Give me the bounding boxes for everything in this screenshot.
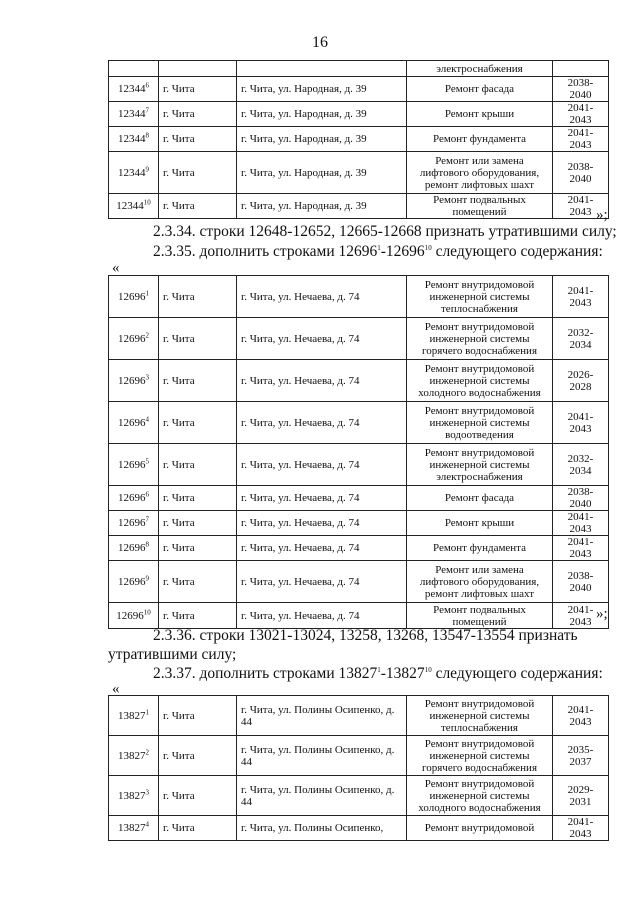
table-row bbox=[109, 127, 609, 152]
row-number-superscript: 10 bbox=[143, 198, 151, 207]
row-number-cell bbox=[109, 561, 159, 603]
row-number: 12696 bbox=[118, 290, 146, 303]
row-number-cell bbox=[109, 276, 159, 318]
table-row bbox=[109, 511, 609, 536]
row-number-cell bbox=[109, 360, 159, 402]
period-cell: 2041-2043 bbox=[553, 276, 609, 318]
row-number-cell bbox=[109, 603, 159, 629]
period-cell: 2041-2043 bbox=[553, 816, 609, 841]
work-type-cell: Ремонт внутридомовой инженерной системы теплоснабжения bbox=[407, 696, 553, 736]
work-type-cell: Ремонт крыши bbox=[407, 102, 553, 127]
row-number: 12344 bbox=[118, 133, 146, 145]
address-cell: г. Чита, ул. Полины Осипенко, д. 44 bbox=[237, 696, 407, 736]
table-row bbox=[109, 816, 609, 841]
work-type-cell: Ремонт фасада bbox=[407, 77, 553, 102]
row-number: 12696 bbox=[118, 517, 146, 529]
period-cell: 2032-2034 bbox=[553, 444, 609, 486]
row-number-cell bbox=[109, 152, 159, 194]
row-number: 12696 bbox=[118, 458, 146, 471]
work-type-cell: Ремонт или замена лифтового оборудования, ремонт лифтовых шахт bbox=[407, 152, 553, 194]
work-type-cell: Ремонт внутридомовой инженерной системы горячего водоснабжения bbox=[407, 736, 553, 776]
period-cell: 2038-2040 bbox=[553, 152, 609, 194]
table-12696 bbox=[108, 275, 609, 629]
address-cell: г. Чита, ул. Нечаева, д. 74 bbox=[237, 276, 407, 318]
table-row bbox=[109, 444, 609, 486]
address-cell: г. Чита, ул. Нечаева, д. 74 bbox=[237, 360, 407, 402]
address-cell: г. Чита, ул. Нечаева, д. 74 bbox=[237, 486, 407, 511]
work-type-cell: Ремонт внутридомовой инженерной системы теплоснабжения bbox=[407, 276, 553, 318]
quote-open: « bbox=[112, 260, 120, 276]
address-cell: г. Чита, ул. Нечаева, д. 74 bbox=[237, 536, 407, 561]
row-number: 12696 bbox=[118, 542, 146, 554]
period-cell: 2038-2040 bbox=[553, 561, 609, 603]
row-number: 12696 bbox=[118, 575, 146, 588]
row-number-cell bbox=[109, 77, 159, 102]
work-type-cell: Ремонт подвальных помещений bbox=[407, 603, 553, 629]
row-number: 13827 bbox=[118, 749, 146, 762]
row-number: 12696 bbox=[118, 332, 146, 345]
city-cell: г. Чита bbox=[159, 318, 237, 360]
city-cell: г. Чита bbox=[159, 696, 237, 736]
table-row bbox=[109, 696, 609, 736]
row-number-cell bbox=[109, 736, 159, 776]
city-cell: г. Чита bbox=[159, 102, 237, 127]
row-number: 12344 bbox=[116, 200, 144, 212]
row-number-superscript: 6 bbox=[145, 81, 149, 90]
city-cell bbox=[159, 61, 237, 77]
text: -13827 bbox=[380, 665, 425, 682]
city-cell: г. Чита bbox=[159, 511, 237, 536]
city-cell: г. Чита bbox=[159, 194, 237, 219]
row-number-cell bbox=[109, 696, 159, 736]
row-number-cell bbox=[109, 776, 159, 816]
address-cell: г. Чита, ул. Полины Осипенко, д. 44 bbox=[237, 776, 407, 816]
table-row bbox=[109, 360, 609, 402]
row-number-cell bbox=[109, 102, 159, 127]
table-closer: »; bbox=[596, 207, 608, 223]
row-number-cell bbox=[109, 127, 159, 152]
address-cell: г. Чита, ул. Нечаева, д. 74 bbox=[237, 511, 407, 536]
city-cell: г. Чита bbox=[159, 536, 237, 561]
row-number-superscript: 4 bbox=[145, 414, 149, 423]
row-number: 12344 bbox=[118, 83, 146, 95]
work-type-cell: Ремонт фундамента bbox=[407, 127, 553, 152]
table-12344 bbox=[108, 60, 609, 219]
row-number-superscript: 10 bbox=[143, 607, 151, 616]
work-type-cell: Ремонт фундамента bbox=[407, 536, 553, 561]
address-cell: г. Чита, ул. Народная, д. 39 bbox=[237, 102, 407, 127]
table-row bbox=[109, 402, 609, 444]
table-row bbox=[109, 276, 609, 318]
table-body bbox=[109, 61, 609, 219]
table-row bbox=[109, 536, 609, 561]
city-cell: г. Чита bbox=[159, 603, 237, 629]
superscript: 1 bbox=[377, 243, 381, 252]
table-row bbox=[109, 736, 609, 776]
table-body bbox=[109, 276, 609, 629]
row-number-cell bbox=[109, 486, 159, 511]
row-number-superscript: 7 bbox=[145, 515, 149, 524]
text: следующего содержания: bbox=[431, 243, 603, 260]
superscript: 10 bbox=[424, 243, 432, 252]
address-cell: г. Чита, ул. Нечаева, д. 74 bbox=[237, 318, 407, 360]
superscript: 10 bbox=[424, 665, 432, 674]
text: следующего содержания: bbox=[431, 665, 603, 682]
city-cell: г. Чита bbox=[159, 736, 237, 776]
row-number: 13827 bbox=[118, 709, 146, 722]
work-type-cell: Ремонт фасада bbox=[407, 486, 553, 511]
row-number-cell bbox=[109, 444, 159, 486]
address-cell: г. Чита, ул. Нечаева, д. 74 bbox=[237, 444, 407, 486]
row-number-superscript: 6 bbox=[145, 490, 149, 499]
city-cell: г. Чита bbox=[159, 776, 237, 816]
city-cell: г. Чита bbox=[159, 444, 237, 486]
row-number: 13827 bbox=[118, 789, 146, 802]
period-cell: 2032-2034 bbox=[553, 318, 609, 360]
table-row bbox=[109, 152, 609, 194]
table-row bbox=[109, 194, 609, 219]
period-cell: 2041-2043 bbox=[553, 603, 609, 629]
period-cell: 2041-2043 bbox=[553, 127, 609, 152]
period-cell: 2029-2031 bbox=[553, 776, 609, 816]
table-row bbox=[109, 77, 609, 102]
city-cell: г. Чита bbox=[159, 360, 237, 402]
page-number: 16 bbox=[312, 34, 328, 51]
period-cell: 2041-2043 bbox=[553, 511, 609, 536]
city-cell: г. Чита bbox=[159, 127, 237, 152]
row-number-superscript: 5 bbox=[145, 456, 149, 465]
paragraph-2-3-36-cont: утратившими силу; bbox=[108, 646, 237, 663]
period-cell: 2041-2043 bbox=[553, 194, 609, 219]
address-cell bbox=[237, 61, 407, 77]
work-type-cell: Ремонт внутридомовой инженерной системы холодного водоснабжения bbox=[407, 776, 553, 816]
table-row bbox=[109, 603, 609, 629]
city-cell: г. Чита bbox=[159, 276, 237, 318]
row-number-cell bbox=[109, 194, 159, 219]
work-type-cell: Ремонт крыши bbox=[407, 511, 553, 536]
city-cell: г. Чита bbox=[159, 77, 237, 102]
row-number: 12344 bbox=[118, 166, 146, 179]
address-cell: г. Чита, ул. Народная, д. 39 bbox=[237, 152, 407, 194]
paragraph-2-3-34: 2.3.34. строки 12648-12652, 12665-12668 признать утратившими силу; bbox=[153, 223, 617, 240]
paragraph-2-3-36: 2.3.36. строки 13021-13024, 13258, 13268, 13547-13554 признать bbox=[153, 627, 578, 644]
address-cell: г. Чита, ул. Полины Осипенко, д. 44 bbox=[237, 736, 407, 776]
row-number-superscript: 1 bbox=[145, 288, 149, 297]
row-number-superscript: 9 bbox=[145, 164, 149, 173]
quote-open: « bbox=[112, 681, 120, 697]
city-cell: г. Чита bbox=[159, 486, 237, 511]
table-row bbox=[109, 486, 609, 511]
row-number: 12696 bbox=[118, 374, 146, 387]
row-number: 13827 bbox=[118, 822, 146, 834]
table-closer: »; bbox=[596, 606, 608, 622]
row-number-superscript: 8 bbox=[145, 540, 149, 549]
row-number-superscript: 8 bbox=[145, 131, 149, 140]
text: 2.3.35. дополнить строками 12696 bbox=[153, 243, 378, 260]
table-body bbox=[109, 696, 609, 841]
superscript: 1 bbox=[377, 665, 381, 674]
work-type-cell: Ремонт внутридомовой инженерной системы водоотведения bbox=[407, 402, 553, 444]
city-cell: г. Чита bbox=[159, 561, 237, 603]
table-row bbox=[109, 61, 609, 77]
text: -12696 bbox=[380, 243, 425, 260]
address-cell: г. Чита, ул. Народная, д. 39 bbox=[237, 77, 407, 102]
city-cell: г. Чита bbox=[159, 816, 237, 841]
period-cell: 2041-2043 bbox=[553, 402, 609, 444]
row-number-superscript: 2 bbox=[145, 747, 149, 756]
row-number: 12696 bbox=[118, 416, 146, 429]
paragraph-2-3-37 bbox=[153, 664, 603, 683]
city-cell: г. Чита bbox=[159, 152, 237, 194]
work-type-cell: электроснабжения bbox=[407, 61, 553, 77]
period-cell: 2038-2040 bbox=[553, 77, 609, 102]
period-cell: 2026-2028 bbox=[553, 360, 609, 402]
address-cell: г. Чита, ул. Полины Осипенко, bbox=[237, 816, 407, 841]
period-cell: 2035-2037 bbox=[553, 736, 609, 776]
row-number-cell bbox=[109, 816, 159, 841]
row-number-cell bbox=[109, 511, 159, 536]
work-type-cell: Ремонт внутридомовой инженерной системы горячего водоснабжения bbox=[407, 318, 553, 360]
period-cell: 2041-2043 bbox=[553, 696, 609, 736]
period-cell: 2041-2043 bbox=[553, 102, 609, 127]
city-cell: г. Чита bbox=[159, 402, 237, 444]
row-number-cell bbox=[109, 318, 159, 360]
address-cell: г. Чита, ул. Нечаева, д. 74 bbox=[237, 402, 407, 444]
table-row bbox=[109, 318, 609, 360]
row-number-cell bbox=[109, 61, 159, 77]
row-number-superscript: 7 bbox=[145, 106, 149, 115]
text: 2.3.37. дополнить строками 13827 bbox=[153, 665, 378, 682]
row-number-cell bbox=[109, 536, 159, 561]
row-number: 12696 bbox=[116, 609, 144, 622]
work-type-cell: Ремонт внутридомовой bbox=[407, 816, 553, 841]
row-number: 12696 bbox=[118, 492, 146, 504]
address-cell: г. Чита, ул. Нечаева, д. 74 bbox=[237, 603, 407, 629]
row-number-superscript: 9 bbox=[145, 573, 149, 582]
row-number: 12344 bbox=[118, 108, 146, 120]
row-number-cell bbox=[109, 402, 159, 444]
row-number-superscript: 3 bbox=[145, 372, 149, 381]
address-cell: г. Чита, ул. Нечаева, д. 74 bbox=[237, 561, 407, 603]
table-row bbox=[109, 561, 609, 603]
work-type-cell: Ремонт или замена лифтового оборудования, ремонт лифтовых шахт bbox=[407, 561, 553, 603]
address-cell: г. Чита, ул. Народная, д. 39 bbox=[237, 127, 407, 152]
work-type-cell: Ремонт внутридомовой инженерной системы электроснабжения bbox=[407, 444, 553, 486]
row-number-superscript: 4 bbox=[145, 820, 149, 829]
row-number-superscript: 3 bbox=[145, 787, 149, 796]
work-type-cell: Ремонт подвальных помещений bbox=[407, 194, 553, 219]
row-number-superscript: 1 bbox=[145, 707, 149, 716]
table-13827 bbox=[108, 695, 609, 841]
period-cell: 2041-2043 bbox=[553, 536, 609, 561]
table-row bbox=[109, 776, 609, 816]
period-cell bbox=[553, 61, 609, 77]
table-row bbox=[109, 102, 609, 127]
row-number-superscript: 2 bbox=[145, 330, 149, 339]
paragraph-2-3-35 bbox=[153, 242, 603, 261]
work-type-cell: Ремонт внутридомовой инженерной системы холодного водоснабжения bbox=[407, 360, 553, 402]
period-cell: 2038-2040 bbox=[553, 486, 609, 511]
address-cell: г. Чита, ул. Народная, д. 39 bbox=[237, 194, 407, 219]
